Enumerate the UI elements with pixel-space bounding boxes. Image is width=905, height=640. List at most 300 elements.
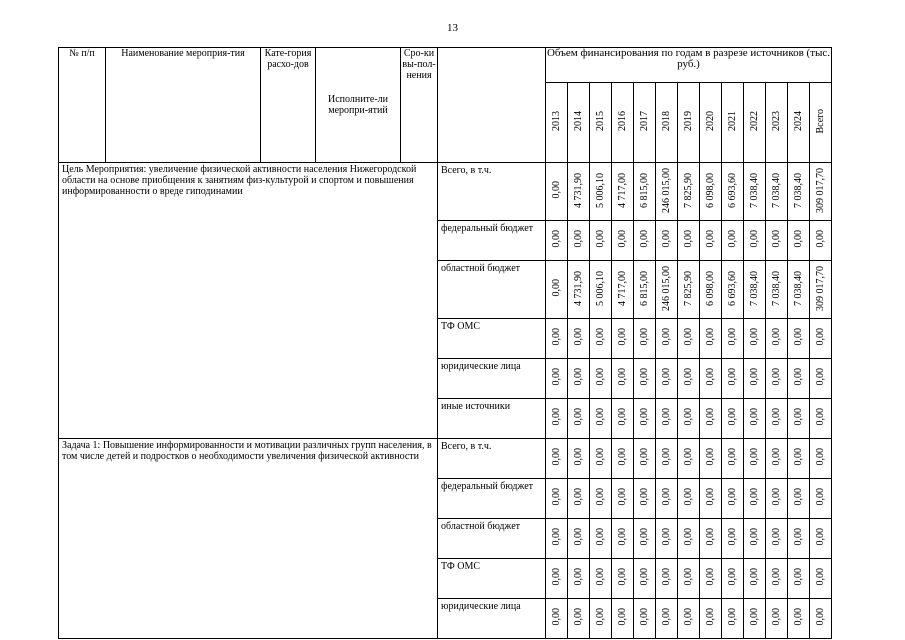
value-text: 0,00: [551, 368, 562, 386]
value-text: 0,00: [661, 528, 672, 546]
value-cell: [634, 559, 656, 599]
table-row: [59, 439, 832, 479]
value-cell: [634, 519, 656, 559]
value-text: 0,00: [771, 448, 782, 466]
year-label: 2023: [771, 111, 782, 131]
value-text: 0,00: [617, 608, 628, 626]
value-text: 0,00: [573, 488, 584, 506]
value-text: 0,00: [793, 568, 804, 586]
value-cell: [612, 261, 634, 319]
value-text: 0,00: [749, 328, 760, 346]
value-cell: [612, 319, 634, 359]
year-header: [810, 83, 832, 163]
value-cell: [722, 221, 744, 261]
value-cell: [634, 163, 656, 221]
value-cell: [722, 439, 744, 479]
value-cell: [656, 221, 678, 261]
value-cell: [678, 599, 700, 639]
value-text: 0,00: [661, 328, 672, 346]
value-text: 0,00: [683, 528, 694, 546]
value-cell: [612, 519, 634, 559]
value-cell: [634, 319, 656, 359]
value-cell: [546, 479, 568, 519]
value-text: 0,00: [551, 528, 562, 546]
value-text: 0,00: [617, 568, 628, 586]
value-text: 4 717,00: [617, 172, 628, 208]
source-cell: Всего, в т.ч.: [438, 439, 546, 479]
value-cell: [590, 559, 612, 599]
value-text: 0,00: [705, 608, 716, 626]
value-text: 0,00: [617, 230, 628, 248]
value-cell: [810, 261, 832, 319]
value-cell: [744, 163, 766, 221]
value-cell: [810, 479, 832, 519]
value-cell: [546, 519, 568, 559]
value-cell: [722, 399, 744, 439]
value-cell: [722, 261, 744, 319]
value-text: 7 825,90: [683, 172, 694, 208]
year-label: 2014: [573, 111, 584, 131]
value-text: 0,00: [815, 328, 826, 346]
value-text: 0,00: [639, 528, 650, 546]
value-cell: [766, 519, 788, 559]
value-cell: [744, 359, 766, 399]
value-text: 0,00: [551, 488, 562, 506]
value-cell: [700, 599, 722, 639]
value-cell: [678, 439, 700, 479]
value-cell: [590, 319, 612, 359]
value-text: 0,00: [639, 408, 650, 426]
value-cell: [788, 599, 810, 639]
value-cell: [700, 163, 722, 221]
value-text: 0,00: [595, 328, 606, 346]
section-title: Задача 1: Повышение информированности и мотивации различных групп населения, в том числе детей и подростков о необходимости увеличения физической активности: [59, 439, 438, 639]
value-text: 0,00: [771, 328, 782, 346]
value-text: 0,00: [727, 608, 738, 626]
year-label: 2015: [595, 111, 606, 131]
header-name: Наименование мероприя-тия: [106, 48, 261, 163]
value-text: 0,00: [573, 448, 584, 466]
value-text: 0,00: [771, 528, 782, 546]
value-cell: [546, 221, 568, 261]
value-text: 0,00: [793, 608, 804, 626]
value-cell: [678, 319, 700, 359]
value-cell: [766, 599, 788, 639]
value-cell: [678, 399, 700, 439]
value-cell: [612, 359, 634, 399]
value-text: 0,00: [617, 488, 628, 506]
year-header: [678, 83, 700, 163]
value-text: 0,00: [793, 448, 804, 466]
header-source-blank: [438, 48, 546, 163]
value-cell: [766, 479, 788, 519]
value-cell: [546, 261, 568, 319]
value-cell: [766, 439, 788, 479]
value-text: 0,00: [705, 528, 716, 546]
value-text: 0,00: [595, 368, 606, 386]
value-text: 0,00: [683, 408, 694, 426]
year-label: 2013: [551, 111, 562, 131]
page-number: 13: [447, 22, 458, 34]
value-cell: [788, 519, 810, 559]
source-cell: иные источники: [438, 399, 546, 439]
value-cell: [590, 163, 612, 221]
value-cell: [722, 559, 744, 599]
value-text: 6 693,60: [727, 270, 738, 306]
value-cell: [810, 221, 832, 261]
value-text: 0,00: [661, 230, 672, 248]
value-text: 0,00: [617, 368, 628, 386]
value-cell: [656, 559, 678, 599]
value-text: 0,00: [661, 608, 672, 626]
value-cell: [568, 359, 590, 399]
value-text: 0,00: [749, 368, 760, 386]
value-cell: [744, 519, 766, 559]
value-cell: [810, 519, 832, 559]
value-text: 0,00: [595, 568, 606, 586]
value-cell: [700, 359, 722, 399]
value-text: 0,00: [749, 230, 760, 248]
value-text: 0,00: [639, 230, 650, 248]
value-text: 0,00: [573, 328, 584, 346]
value-text: 0,00: [815, 528, 826, 546]
value-text: 0,00: [771, 408, 782, 426]
header-terms: Сро-ки вы-пол-нения: [401, 48, 438, 163]
value-cell: [766, 319, 788, 359]
value-cell: [568, 399, 590, 439]
value-text: 4 717,00: [617, 270, 628, 306]
section-title: Цель Мероприятия: увеличение физической активности населения Нижегородской области на основе приобщения к занятиям физ-культурой и спортом и повышения информированности о вреде гиподинамии: [59, 163, 438, 439]
value-cell: [788, 559, 810, 599]
value-text: 0,00: [727, 328, 738, 346]
value-text: 6 815,00: [639, 270, 650, 306]
value-text: 0,00: [705, 448, 716, 466]
value-cell: [546, 359, 568, 399]
value-text: 0,00: [727, 568, 738, 586]
value-text: 309 017,70: [815, 265, 826, 311]
year-label: 2018: [661, 111, 672, 131]
value-text: 0,00: [595, 448, 606, 466]
header-category: Кате-гория расхо-дов: [261, 48, 316, 163]
value-text: 0,00: [815, 608, 826, 626]
value-text: 5 006,10: [595, 270, 606, 306]
value-cell: [744, 599, 766, 639]
value-cell: [678, 479, 700, 519]
value-cell: [700, 399, 722, 439]
value-cell: [700, 261, 722, 319]
value-text: 0,00: [573, 528, 584, 546]
value-text: 0,00: [815, 488, 826, 506]
value-cell: [744, 221, 766, 261]
value-cell: [546, 163, 568, 221]
value-text: 0,00: [617, 528, 628, 546]
value-cell: [810, 163, 832, 221]
value-cell: [810, 359, 832, 399]
value-cell: [634, 261, 656, 319]
source-cell: ТФ ОМС: [438, 559, 546, 599]
value-cell: [590, 479, 612, 519]
value-cell: [634, 221, 656, 261]
value-text: 0,00: [661, 408, 672, 426]
year-header: [568, 83, 590, 163]
value-text: 0,00: [727, 448, 738, 466]
value-cell: [546, 599, 568, 639]
value-cell: [546, 399, 568, 439]
value-text: 0,00: [639, 488, 650, 506]
value-text: 0,00: [573, 408, 584, 426]
source-cell: ТФ ОМС: [438, 319, 546, 359]
value-cell: [722, 599, 744, 639]
value-cell: [766, 399, 788, 439]
source-cell: областной бюджет: [438, 261, 546, 319]
value-cell: [656, 261, 678, 319]
year-label: 2024: [793, 111, 804, 131]
value-cell: [788, 319, 810, 359]
value-text: 4 731,90: [573, 172, 584, 208]
value-cell: [568, 479, 590, 519]
year-label: 2021: [727, 111, 738, 131]
value-cell: [656, 439, 678, 479]
value-cell: [810, 399, 832, 439]
value-cell: [766, 261, 788, 319]
value-cell: [744, 559, 766, 599]
value-text: 0,00: [551, 608, 562, 626]
value-cell: [590, 439, 612, 479]
value-cell: [744, 479, 766, 519]
value-text: 0,00: [793, 488, 804, 506]
value-text: 0,00: [683, 568, 694, 586]
value-cell: [788, 261, 810, 319]
value-cell: [678, 163, 700, 221]
value-cell: [546, 559, 568, 599]
value-cell: [656, 399, 678, 439]
value-cell: [788, 399, 810, 439]
value-text: 4 731,90: [573, 270, 584, 306]
value-text: 0,00: [793, 528, 804, 546]
value-text: 0,00: [771, 568, 782, 586]
value-text: 0,00: [749, 488, 760, 506]
value-cell: [612, 399, 634, 439]
year-header: [612, 83, 634, 163]
value-cell: [590, 359, 612, 399]
value-text: 0,00: [771, 230, 782, 248]
value-text: 0,00: [749, 568, 760, 586]
header-executor: Исполните-ли меропри-ятий: [316, 48, 401, 163]
value-cell: [766, 163, 788, 221]
source-cell: федеральный бюджет: [438, 221, 546, 261]
value-cell: [656, 319, 678, 359]
value-cell: [678, 359, 700, 399]
value-cell: [656, 163, 678, 221]
value-text: 0,00: [815, 368, 826, 386]
year-label: 2022: [749, 111, 760, 131]
value-text: 0,00: [815, 448, 826, 466]
value-cell: [810, 559, 832, 599]
value-text: 0,00: [661, 568, 672, 586]
year-header: [656, 83, 678, 163]
year-header: [722, 83, 744, 163]
value-text: 6 815,00: [639, 172, 650, 208]
value-cell: [634, 439, 656, 479]
year-header: [590, 83, 612, 163]
value-cell: [744, 399, 766, 439]
value-cell: [612, 221, 634, 261]
value-text: 0,00: [683, 328, 694, 346]
value-cell: [656, 479, 678, 519]
value-text: 0,00: [727, 528, 738, 546]
value-cell: [788, 221, 810, 261]
value-cell: [612, 599, 634, 639]
source-cell: юридические лица: [438, 359, 546, 399]
year-label: 2020: [705, 111, 716, 131]
value-text: 0,00: [705, 488, 716, 506]
value-text: 0,00: [551, 230, 562, 248]
value-cell: [700, 519, 722, 559]
value-cell: [678, 261, 700, 319]
value-text: 5 006,10: [595, 172, 606, 208]
value-cell: [678, 559, 700, 599]
value-text: 7 038,40: [793, 270, 804, 306]
value-text: 0,00: [639, 368, 650, 386]
source-cell: областной бюджет: [438, 519, 546, 559]
value-text: 0,00: [639, 448, 650, 466]
value-text: 0,00: [551, 568, 562, 586]
value-text: 7 825,90: [683, 270, 694, 306]
value-cell: [810, 439, 832, 479]
value-text: 0,00: [595, 230, 606, 248]
value-text: 0,00: [573, 230, 584, 248]
value-cell: [568, 439, 590, 479]
value-cell: [590, 221, 612, 261]
value-cell: [656, 519, 678, 559]
value-text: 0,00: [573, 568, 584, 586]
value-cell: [568, 599, 590, 639]
value-text: 0,00: [683, 230, 694, 248]
value-text: 0,00: [595, 408, 606, 426]
value-text: 246 015,00: [661, 167, 672, 213]
value-text: 0,00: [639, 568, 650, 586]
value-cell: [590, 261, 612, 319]
value-text: 6 098,00: [705, 172, 716, 208]
value-text: 0,00: [683, 448, 694, 466]
value-cell: [568, 163, 590, 221]
value-text: 0,00: [705, 408, 716, 426]
value-text: 0,00: [705, 230, 716, 248]
year-label: 2016: [617, 111, 628, 131]
value-text: 0,00: [617, 328, 628, 346]
value-text: 7 038,40: [771, 270, 782, 306]
financing-table: [58, 47, 832, 639]
value-text: 7 038,40: [749, 172, 760, 208]
value-cell: [722, 359, 744, 399]
value-cell: [722, 319, 744, 359]
value-text: 0,00: [683, 488, 694, 506]
value-cell: [788, 479, 810, 519]
value-text: 0,00: [815, 230, 826, 248]
value-cell: [634, 359, 656, 399]
value-cell: [568, 221, 590, 261]
value-cell: [568, 319, 590, 359]
value-cell: [810, 319, 832, 359]
value-cell: [634, 479, 656, 519]
value-text: 0,00: [771, 488, 782, 506]
value-text: 0,00: [595, 608, 606, 626]
header-financing: Объем финансирования по годам в разрезе источников (тыс. руб.): [546, 48, 832, 83]
value-cell: [722, 479, 744, 519]
value-text: 0,00: [683, 368, 694, 386]
value-text: 0,00: [815, 568, 826, 586]
value-text: 0,00: [705, 328, 716, 346]
value-cell: [766, 559, 788, 599]
value-cell: [700, 319, 722, 359]
value-text: 309 017,70: [815, 167, 826, 213]
value-cell: [722, 163, 744, 221]
value-text: 0,00: [617, 448, 628, 466]
value-text: 6 693,60: [727, 172, 738, 208]
value-text: 0,00: [639, 328, 650, 346]
value-cell: [700, 221, 722, 261]
value-cell: [744, 319, 766, 359]
value-text: 6 098,00: [705, 270, 716, 306]
value-cell: [634, 399, 656, 439]
value-cell: [590, 519, 612, 559]
value-text: 0,00: [727, 368, 738, 386]
value-cell: [590, 399, 612, 439]
value-cell: [788, 163, 810, 221]
value-text: 0,00: [551, 408, 562, 426]
value-cell: [766, 221, 788, 261]
table-row: [59, 163, 832, 221]
value-cell: [700, 439, 722, 479]
value-text: 0,00: [793, 328, 804, 346]
value-text: 0,00: [595, 488, 606, 506]
value-cell: [788, 439, 810, 479]
value-text: 7 038,40: [793, 172, 804, 208]
value-text: 0,00: [793, 230, 804, 248]
value-cell: [568, 519, 590, 559]
value-text: 0,00: [573, 368, 584, 386]
value-text: 0,00: [727, 408, 738, 426]
value-cell: [810, 599, 832, 639]
header-num: № п/п: [59, 48, 106, 163]
value-cell: [546, 319, 568, 359]
value-text: 0,00: [749, 448, 760, 466]
value-cell: [612, 479, 634, 519]
value-text: 0,00: [705, 568, 716, 586]
value-text: 0,00: [573, 608, 584, 626]
value-cell: [766, 359, 788, 399]
value-text: 0,00: [617, 408, 628, 426]
value-text: 246 015,00: [661, 265, 672, 311]
value-cell: [568, 261, 590, 319]
value-cell: [634, 599, 656, 639]
value-text: 0,00: [771, 368, 782, 386]
value-text: 0,00: [793, 368, 804, 386]
value-cell: [590, 599, 612, 639]
value-cell: [678, 519, 700, 559]
value-text: 0,00: [749, 608, 760, 626]
value-cell: [744, 261, 766, 319]
value-text: 0,00: [727, 488, 738, 506]
year-header: [700, 83, 722, 163]
value-text: 0,00: [683, 608, 694, 626]
value-cell: [788, 359, 810, 399]
value-cell: [700, 559, 722, 599]
value-text: 0,00: [551, 279, 562, 297]
value-text: 0,00: [661, 368, 672, 386]
value-cell: [546, 439, 568, 479]
value-cell: [612, 439, 634, 479]
